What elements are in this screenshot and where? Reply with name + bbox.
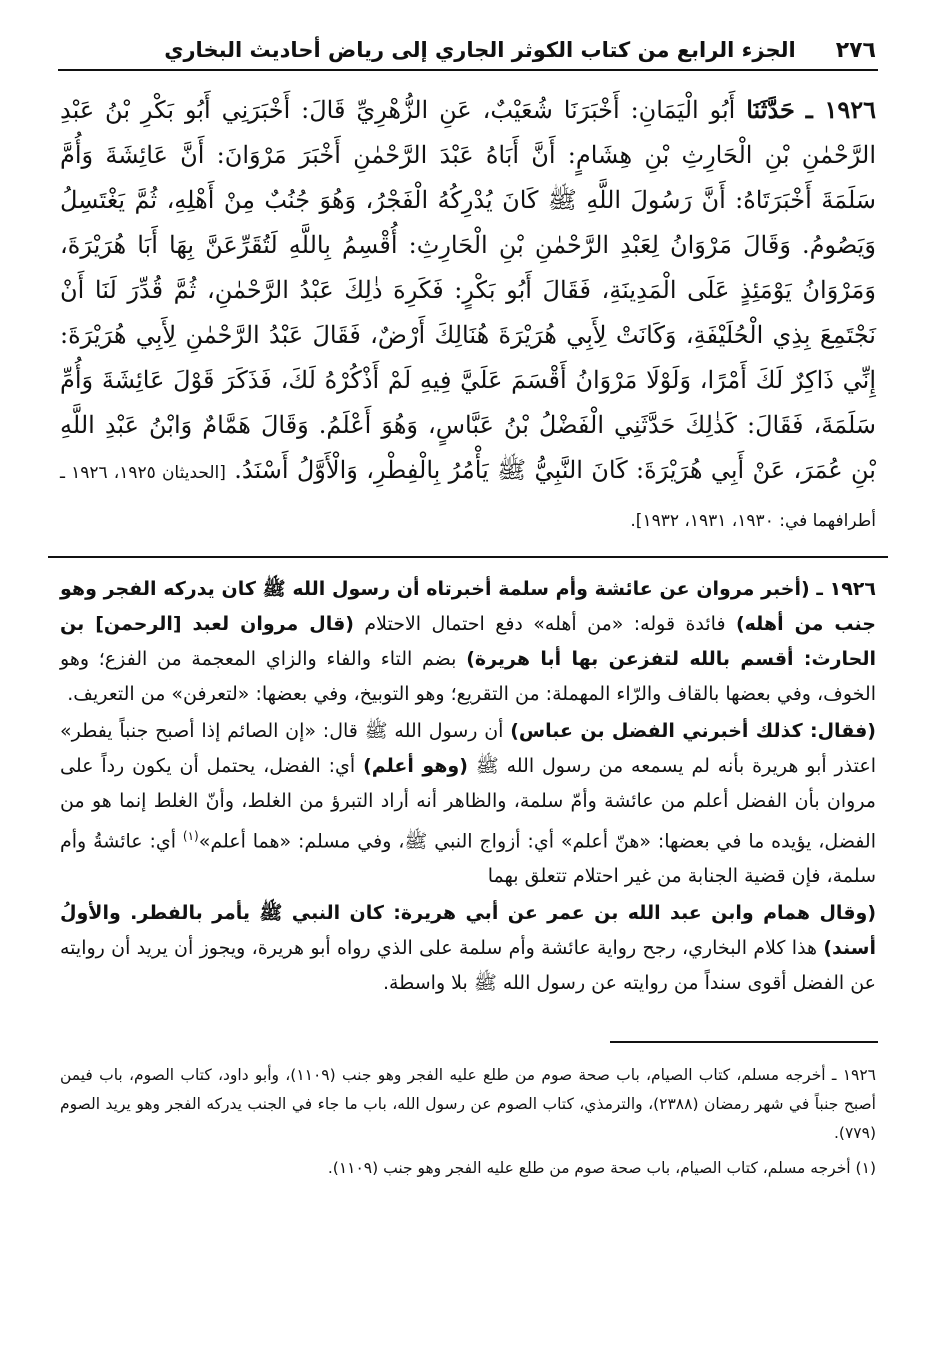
- footnote-text: أخرجه مسلم، كتاب الصيام، باب صحة صوم من طلع عليه الفجر وهو جنب (١١٠٩).: [327, 1159, 851, 1178]
- commentary-paragraph: [60, 572, 876, 712]
- commentary-quote: (وقال همام وابن عبد الله بن عمر عن أبي هريرة: كان النبي ﷺ يأمر بالفطر. والأولُ أسند): [60, 902, 876, 960]
- footnote-text: أخرجه مسلم، كتاب الصيام، باب صحة صوم من طلع عليه الفجر وهو جنب (١١٠٩)، وأبو داود، كتاب الصوم، باب فيمن أصبح جنباً في شهر رمضان (٢٣٨٨)، والترمذي، كتاب الصوم عن رسول الله، باب ما جاء في الجنب يدركه الفجر وهو يريد الصوم (٧٧٩).: [60, 1066, 876, 1143]
- footnote-item: [60, 1061, 876, 1148]
- page-number: ٢٧٦: [835, 38, 876, 63]
- footnote-item: [60, 1154, 876, 1183]
- footnote-divider: [610, 1041, 878, 1043]
- footnote-label: (١): [855, 1159, 876, 1178]
- commentary-text: أي: عائشةُ وأم سلمة، فإن قضية الجنابة من غير احتلام تتعلق بهما: [60, 830, 876, 888]
- hadith-text-block: [58, 87, 878, 544]
- commentary-text: هذا كلام البخاري، رجح رواية عائشة وأم سلمة على الذي رواه أبو هريرة، ويجوز أن يريد أن روايته عن الفضل أقوى سنداً من روايته عن رسول الله ﷺ بلا واسطة.: [60, 937, 876, 995]
- commentary-block: [58, 572, 878, 1001]
- running-title: الجزء الرابع من كتاب الكوثر الجاري إلى رياض أحاديث البخاري: [164, 38, 796, 62]
- footnote-marker: (١): [182, 829, 199, 843]
- hadith-number: ١٩٢٦ ـ: [805, 95, 876, 124]
- book-page: [58, 38, 878, 1183]
- footnotes-block: [58, 1061, 878, 1183]
- commentary-paragraph: [60, 714, 876, 894]
- commentary-quote: (وهو أعلم): [363, 755, 468, 777]
- section-divider: [48, 556, 888, 558]
- commentary-quote: ١٩٢٦ ـ (أخبر مروان عن عائشة وأم سلمة أخبرتاه أن رسول الله ﷺ كان يدركه الفجر وهو جنب من أهله): [60, 578, 876, 635]
- commentary-text: أن رسول الله ﷺ قال: «إن الصائم إذا أصبح جنباً يفطر» اعتذر أبو هريرة بأنه لم يسمعه من رسول الله ﷺ: [60, 720, 877, 777]
- commentary-text: فائدة قوله: «من أهله» دفع احتمال الاحتلام: [353, 613, 736, 635]
- hadith-opening: حَدَّثَنَا: [746, 95, 795, 124]
- footnote-label: ١٩٢٦ ـ: [831, 1066, 877, 1085]
- commentary-text: بضم التاء والفاء والزاي المعجمة من الفزع؛ وهو الخوف، وفي بعضها بالقاف والرّاء المهملة: من التقريع؛ وهو التوبيخ، وفي بعضها: «لتعرفن» من التعريف.: [60, 648, 876, 705]
- hadith-body: أَبُو الْيَمَانِ: أَخْبَرَنَا شُعَيْبٌ، عَنِ الزُّهْرِيِّ قَالَ: أَخْبَرَنِي أَبُو بَكْرِ بْنُ عَبْدِ الرَّحْمٰنِ بْنِ الْحَارِثِ بْنِ هِشَامٍ: أَنَّ أَبَاهُ عَبْدَ الرَّحْمٰنِ أَخْبَرَ مَرْوَانَ: أَنَّ عَائِشَةَ وَأُمَّ سَلَمَةَ أَخْبَرَتَاهُ: أَنَّ رَسُولَ اللَّهِ ﷺ كَانَ يُدْرِكُهُ الْفَجْرُ، وَهُوَ جُنُبٌ مِنْ أَهْلِهِ، ثُمَّ يَغْتَسِلُ وَيَصُومُ. وَقَالَ مَرْوَانُ لِعَبْدِ الرَّحْمٰنِ بْنِ الْحَارِثِ: أُقْسِمُ بِاللَّهِ لَتُقَرِّعَنَّ بِهَا أَبَا هُرَيْرَةَ، وَمَرْوَانُ يَوْمَئِذٍ عَلَى الْمَدِينَةِ، فَقَالَ أَبُو بَكْرٍ: فَكَرِهَ ذٰلِكَ عَبْدُ الرَّحْمٰنِ، ثُمَّ قُدِّرَ لَنَا أَنْ نَجْتَمِعَ بِذِي الْحُلَيْفَةِ، وَكَانَتْ لِأَبِي هُرَيْرَةَ هُنَالِكَ أَرْضٌ، فَقَالَ عَبْدُ الرَّحْمٰنِ لِأَبِي هُرَيْرَةَ: إِنِّي ذَاكِرٌ لَكَ أَمْرًا، وَلَوْلَا مَرْوَانُ أَقْسَمَ عَلَيَّ فِيهِ لَمْ أَذْكُرْهُ لَكَ، فَذَكَرَ قَوْلَ عَائِشَةَ وَأُمِّ سَلَمَةَ، فَقَالَ: كَذٰلِكَ حَدَّثَنِي الْفَضْلُ بْنُ عَبَّاسٍ، وَهُوَ أَعْلَمُ. وَقَالَ هَمَّامٌ وَابْنُ عَبْدِ اللَّهِ بْنِ عُمَرَ، عَنْ أَبِي هُرَيْرَةَ: كَانَ النَّبِيُّ ﷺ يَأْمُرُ بِالْفِطْرِ، وَالْأَوَّلُ أَسْنَدُ.: [60, 96, 877, 484]
- commentary-paragraph: [60, 896, 876, 1001]
- page-header: [58, 38, 878, 71]
- commentary-quote: (قال مروان لعبد [الرحمن] بن الحارث: أقسم بالله لتفزعن بها أبا هريرة): [60, 613, 876, 670]
- commentary-quote: (فقال: كذلك أخبرني الفضل بن عباس): [510, 720, 876, 742]
- commentary-text: أي: الفضل، يحتمل أن يكون رداً على مروان بأن الفضل أعلم من عائشة وأمّ سلمة، والظاهر أنه أراد التبرؤ من الغلط، وأنّ الغلط إنما هو من الفضل، يؤيده ما في بعضها: «هنّ أعلم» أي: أزواج النبي ﷺ، وفي مسلم: «هما أعلم»: [60, 755, 876, 853]
- hadith-references: [الحديثان ١٩٢٥، ١٩٢٦ ـ أطرافهما في: ١٩٣٠، ١٩٣١، ١٩٣٢].: [60, 463, 876, 531]
